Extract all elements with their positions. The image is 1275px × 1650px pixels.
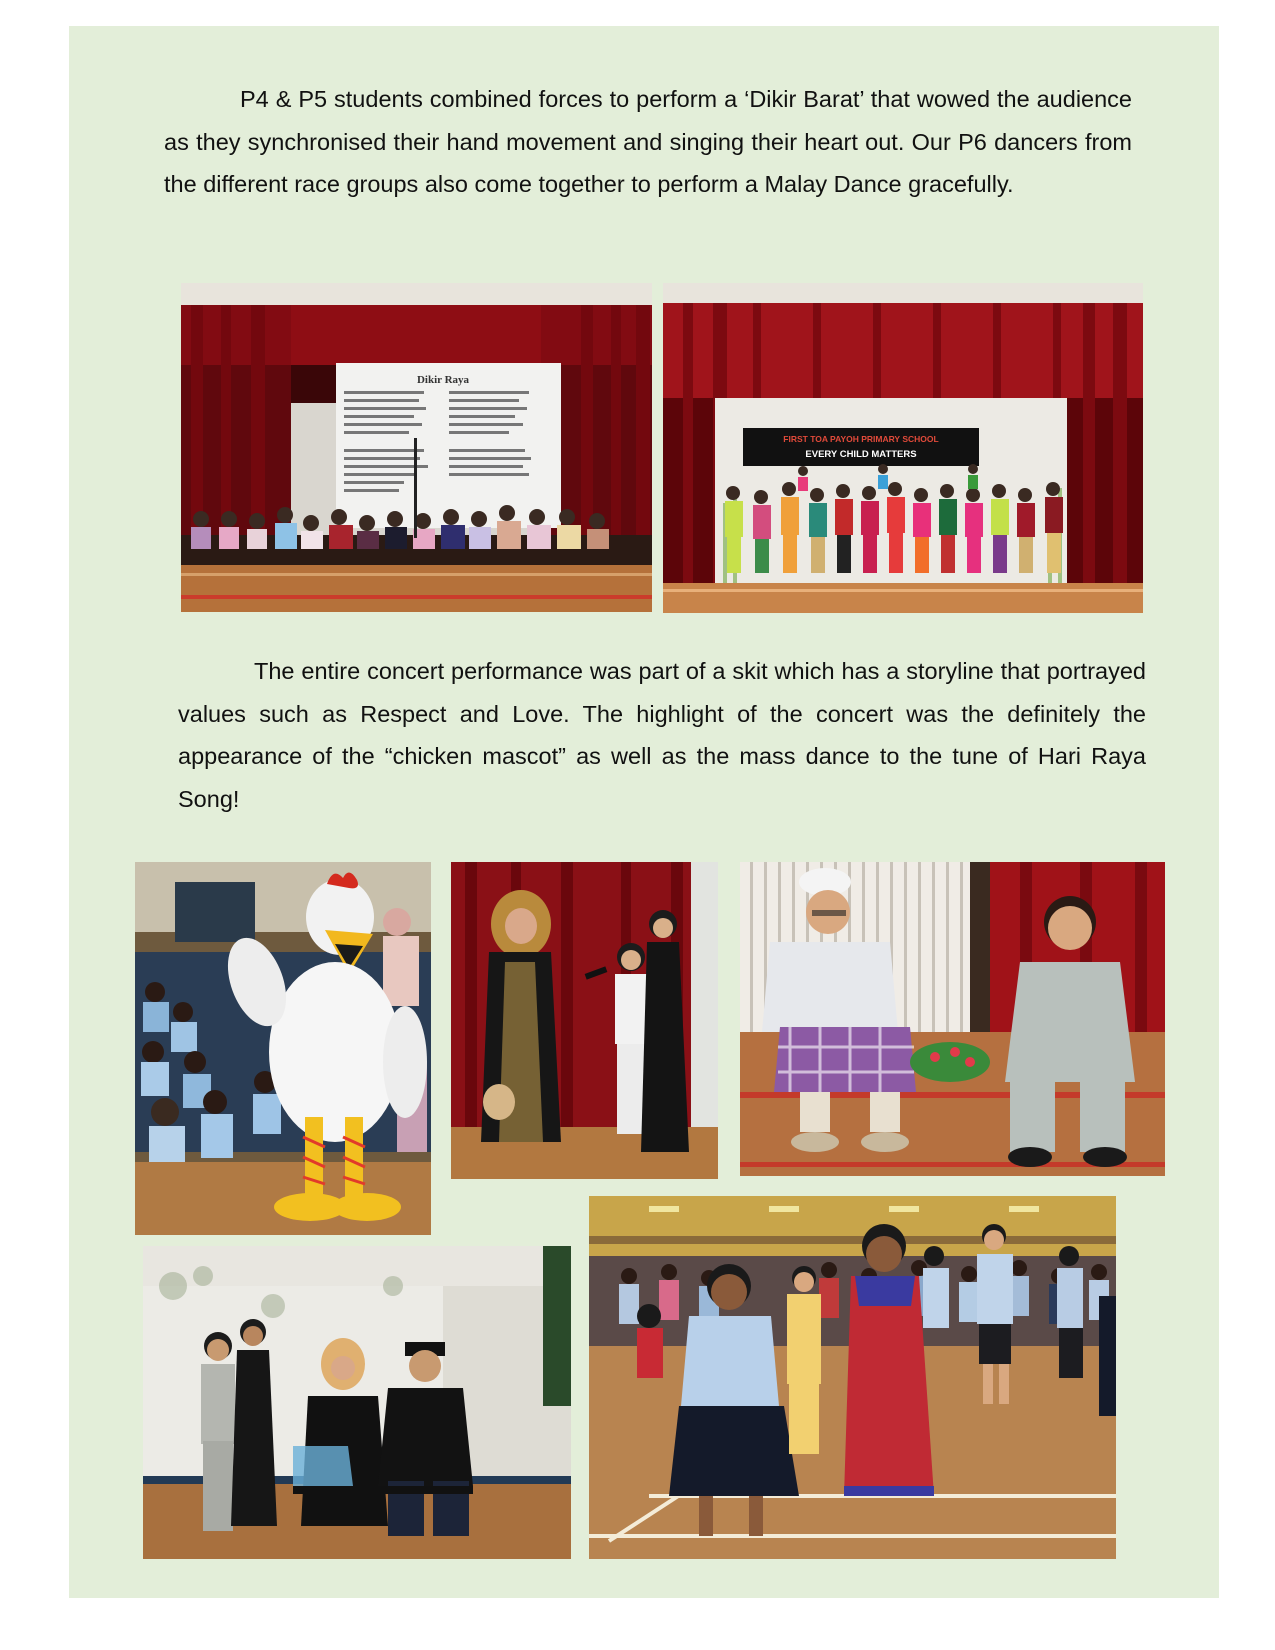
photo-skit-grandfather-boy [740, 862, 1165, 1176]
banner-school-name: FIRST TOA PAYOH PRIMARY SCHOOL [783, 434, 939, 444]
photo-skit-family-seated [143, 1246, 571, 1559]
banner-motto: EVERY CHILD MATTERS [805, 449, 917, 460]
photo-skit-mother-children [451, 862, 718, 1179]
paragraph-dikir-barat: P4 & P5 students combined forces to perform a ‘Dikir Barat’ that wowed the audience as they synchronised their hand movement and singing their heart out. Our P6 dancers from the different race groups also come together to perform a Malay Dance gracefully. [164, 86, 1132, 198]
photo-malay-dance-performance [663, 283, 1143, 613]
paragraph-concert-skit: The entire concert performance was part of a skit which has a storyline that portrayed values such as Respect and Love. The highlight of the concert was the definitely the appearance of the “chicken mascot” as well as the mass dance to the tune of Hari Raya Song! [178, 658, 1146, 812]
photo-dikir-barat-performance [181, 283, 652, 612]
photo-mass-dance [589, 1196, 1116, 1559]
dikir-screen-title: Dikir Raya [416, 374, 470, 386]
photo-chicken-mascot [135, 862, 431, 1235]
